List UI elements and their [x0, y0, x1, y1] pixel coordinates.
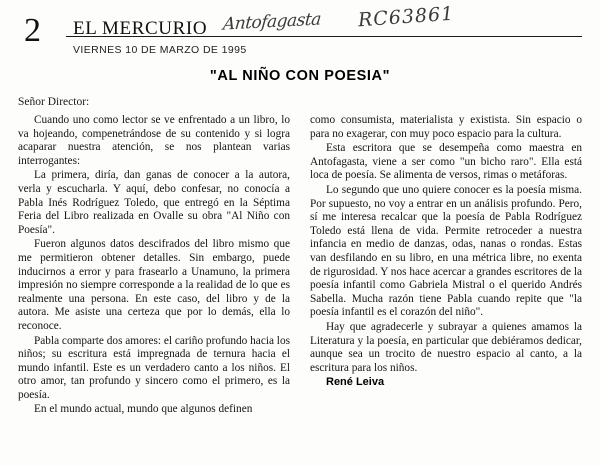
column-left: [18, 114, 290, 418]
article-byline: René Leiva: [326, 376, 385, 389]
paragraph: En el mundo actual, mundo que algunos definen: [34, 403, 253, 416]
paragraph: Cuando uno como lector se ve enfrentado a un libro, lo va hojeando, compenetrándose de su contenido y si logra acaparar nuestra atención, se nos plantean varias interrogantes:: [18, 114, 290, 167]
issue-date: VIERNES 10 DE MARZO DE 1995: [73, 44, 247, 56]
paragraph: como consumista, materialista y existista. Sin espacio o para no exagerar, con muy poco espacio para la cultura.: [310, 114, 582, 140]
masthead: [18, 0, 582, 66]
paragraph: Esta escritora que se desempeña como maestra en Antofagasta, viene a ser como "un bicho raro". Ella está loca de poesía. Se alimenta de versos, rimas o metáforas.: [310, 142, 582, 182]
column-right: [310, 114, 582, 391]
paper-name: EL MERCURIO: [73, 18, 208, 39]
article-salutation: Señor Director:: [18, 96, 90, 108]
paragraph: Hay que agradecerle y subrayar a quienes amamos la Literatura y la poesía, en particular que debiéramos dedicar, aunque sea un trocito de nuestro espacio al canto, a la escritura para los niños.: [310, 320, 582, 374]
paragraph: Pabla comparte dos amores: el cariño profundo hacia los niños; su escritura está impregnada de ternura hacia el mundo infantil. Este es un verdadero canto a los niños. El otro amor, tan profundo y sincero como el primero, es la poesía.: [18, 334, 290, 401]
article-headline: "AL NIÑO CON POESIA": [209, 68, 391, 84]
handwritten-city-annotation: Antofagasta: [222, 9, 322, 35]
article-body: [18, 114, 582, 418]
handwritten-archive-code: RC63861: [357, 2, 455, 32]
page-number: 2: [24, 12, 41, 49]
paragraph: La primera, diría, dan ganas de conocer a la autora, verla y escucharla. Y aquí, debo confesar, no conocía a Pabla Inés Rodríguez Toledo, que entregó en la Séptima Feria del Libro realizada en Ovalle su obra "Al Niño con Poesía".: [18, 169, 290, 236]
paragraph: Lo segundo que uno quiere conocer es la poesía misma. Por supuesto, no voy a entrar en un análisis profundo. Pero, sí me interesa recalcar que la poesía de Pabla Rodríguez Toledo está llena de vida. Permite retroceder a nuestra infancia en medio de danzas, odas, nanas o rondas. Estas van desfilando en su libro, en una métrica libre, no exenta de rigurosidad. Y nos hace acercar a grandes escritores de la poesía infantil como Gabriela Mistral o el querido Andrés Sabella. Mucha razón tiene Pabla cuando repite que "la poesía infantil es el corazón del niño".: [310, 183, 582, 319]
paragraph: Fueron algunos datos descifrados del libro mismo que me permitieron obtener detalles. Sin embargo, puede inducirnos a error y para frasearlo a Unamuno, la primera impresión no siempre corresponde a la realidad de lo que es realmente una persona. En este caso, del libro y de la autora. Me asiste una certeza que por lo demás, ella lo reconoce.: [18, 238, 290, 332]
